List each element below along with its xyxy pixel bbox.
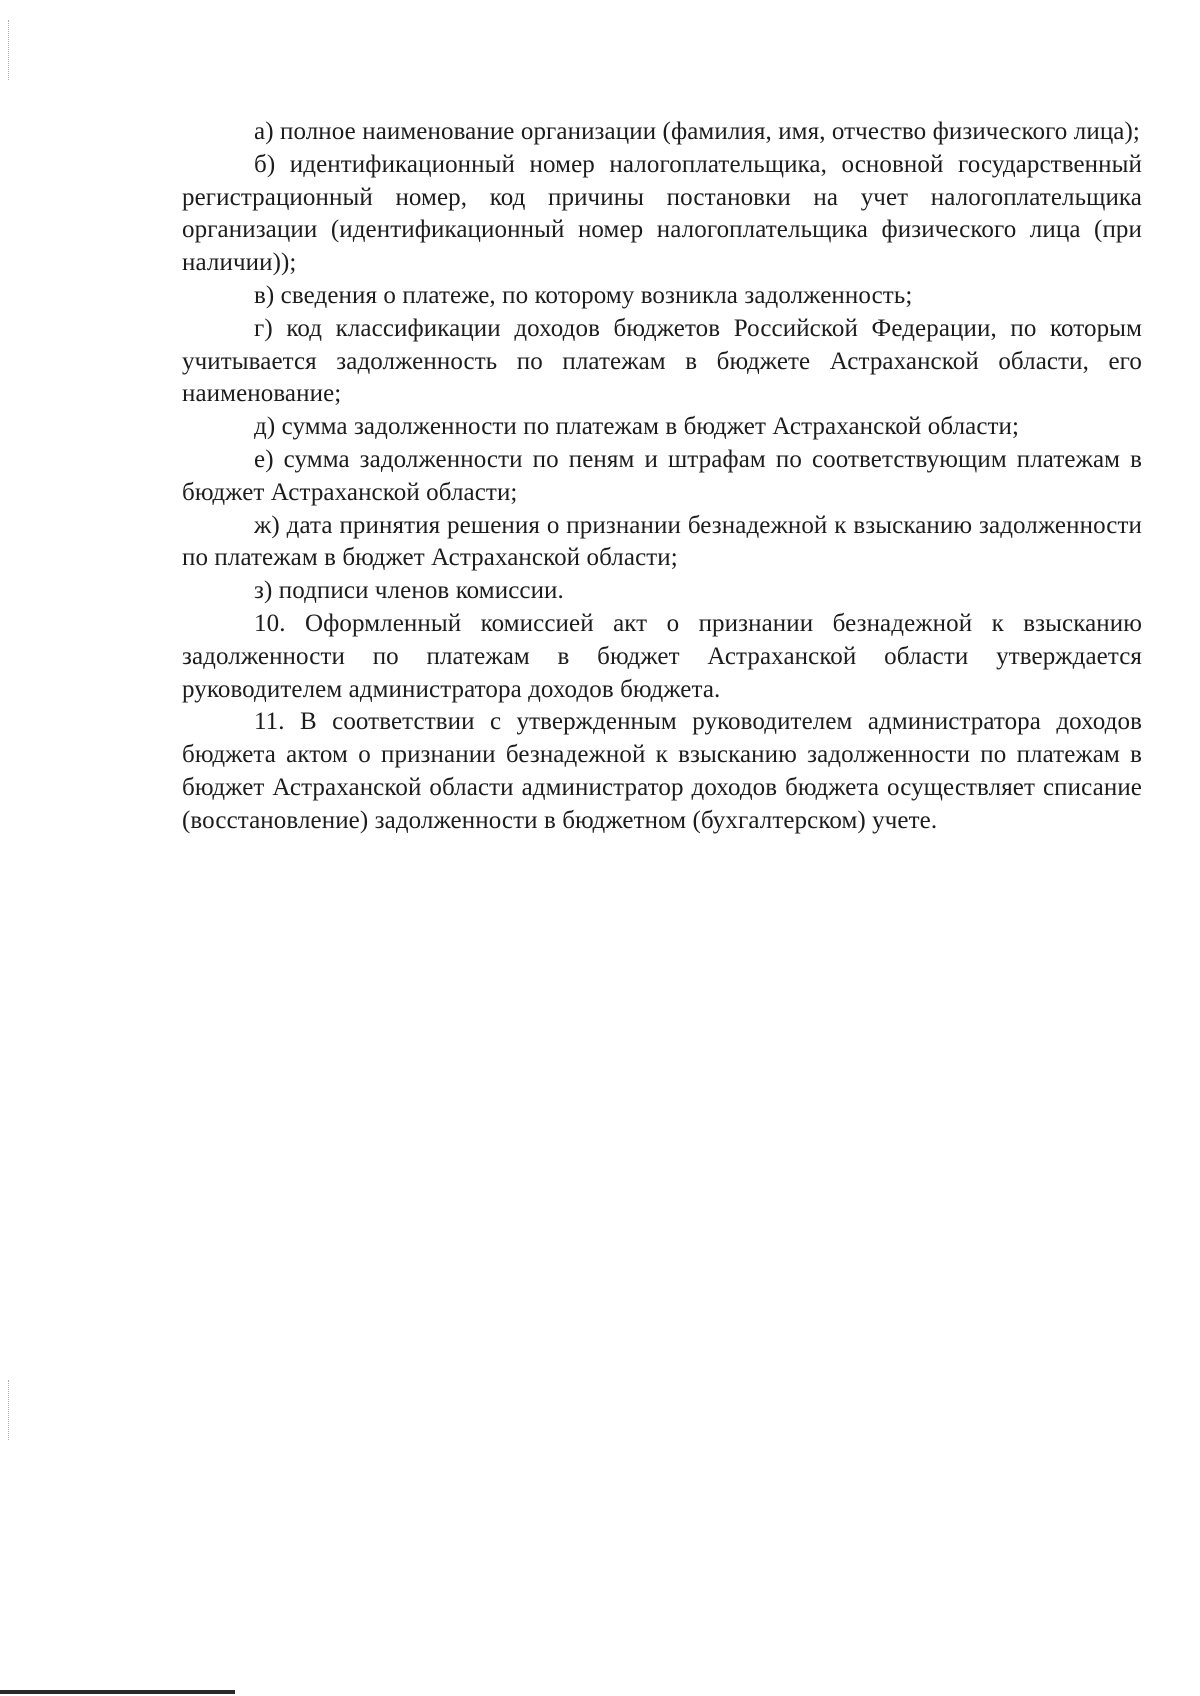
item-e-paragraph: е) сумма задолженности по пеням и штрафам по соответствующим платежам в бюджет Астраханской области;	[182, 445, 1142, 506]
item-d-paragraph: д) сумма задолженности по платежам в бюджет Астраханской области;	[254, 413, 1020, 441]
item-b-paragraph: б) идентификационный номер налогоплательщика, основной государственный регистрационный номер, код причины постановки на учет налогоплательщика организации (идентификационный номер налогоплательщика физического лица (при наличии));	[182, 150, 1142, 277]
item-a-paragraph: а) полное наименование организации (фамилия, имя, отчество физического лица);	[254, 118, 1140, 145]
clause-10-paragraph: 10. Оформленный комиссией акт о признании безнадежной к взысканию задолженности по платежам в бюджет Астраханской области утверждается руководителем администратора доходов бюджета.	[182, 609, 1142, 703]
item-g-paragraph: г) код классификации доходов бюджетов Российской Федерации, по которым учитывается задолженность по платежам в бюджете Астраханской области, его наименование;	[182, 314, 1142, 408]
document-body	[182, 116, 1142, 838]
scan-edge-mark	[0, 1690, 235, 1694]
clause-11-paragraph: 11. В соответствии с утвержденным руководителем администратора доходов бюджета актом о признании безнадежной к взысканию задолженности по платежам в бюджет Астраханской области администратор доходов бюджета осуществляет списание (восстановление) задолженности в бюджетном (бухгалтерском) учете.	[182, 708, 1142, 834]
item-zh-paragraph: ж) дата принятия решения о признании безнадежной к взысканию задолженности по платежам в бюджет Астраханской области;	[182, 511, 1142, 572]
scan-margin-dots-top	[8, 20, 10, 80]
item-z-paragraph: з) подписи членов комиссии.	[254, 577, 564, 605]
scan-margin-dots-bottom	[8, 1380, 10, 1440]
item-v-paragraph: в) сведения о платеже, по которому возникла задолженность;	[254, 281, 913, 309]
